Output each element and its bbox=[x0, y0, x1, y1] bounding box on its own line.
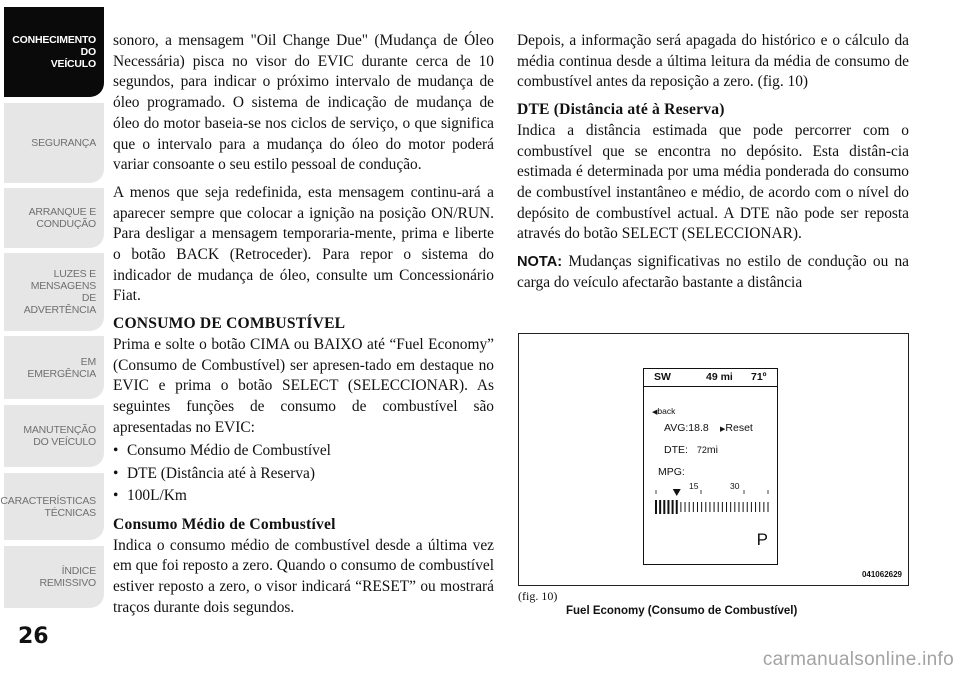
mpg-label: MPG: bbox=[658, 466, 685, 478]
tab-label-line: DO bbox=[80, 46, 96, 58]
dte-label: DTE: bbox=[664, 444, 688, 456]
tab-label-line: LUZES E bbox=[53, 268, 96, 280]
tab-label-line: MENSAGENS bbox=[30, 280, 96, 292]
note-text: Mudanças significativas no estilo de condução ou na carga do veículo afectarão bastante a distância bbox=[517, 253, 909, 291]
tab-luzes-e-mensagens[interactable] bbox=[4, 253, 104, 331]
note-label: NOTA: bbox=[517, 254, 563, 271]
tab-caracteristicas-tecnicas[interactable] bbox=[0, 473, 104, 540]
range-readout: 49 mi bbox=[706, 371, 733, 383]
paragraph: Indica o consumo médio de combustível desde a última vez em que foi reposto a zero. Quando o consumo de combustível estiver reposto a zero, o visor indicará “RESET” ou mostrará traços durante dois segundos. bbox=[113, 536, 494, 616]
tab-label-line: ADVERTÊNCIA bbox=[23, 304, 96, 316]
average-readout: AVG:18.8 bbox=[664, 422, 709, 434]
back-label: back bbox=[657, 406, 676, 416]
reset-arrow-icon: ▶ bbox=[720, 426, 726, 433]
tab-em-emergencia[interactable] bbox=[4, 336, 104, 399]
tab-label-line: TÉCNICAS bbox=[44, 506, 96, 519]
paragraph: Prima e solte o botão CIMA ou BAIXO até “Fuel Economy” (Consumo de Combustível) ser apresen-tado em destaque no EVIC e prima o botão SELECT (SELECCIONAR). As seguintes funções de consumo de combustível são apresentadas no EVIC: bbox=[113, 335, 494, 436]
tab-label-line: DE bbox=[81, 292, 96, 304]
figure-caption: Fuel Economy (Consumo de Combustível) bbox=[566, 605, 798, 617]
tab-label-line: VEÍCULO bbox=[50, 58, 96, 70]
gear-indicator: P bbox=[756, 530, 768, 549]
note-paragraph bbox=[517, 252, 909, 293]
tab-label-line: MANUTENÇÃO bbox=[23, 424, 96, 436]
paragraph: Indica a distância estimada que pode percorrer com o combustível que se encontra no depósito. Esta distân-cia estimada é determinada por uma média ponderada do consumo de combustível instantâneo e médio, de acordo com o nível do depósito de combustível actual. A DTE não pode ser reposta através do botão SELECT (SELECCIONAR). bbox=[517, 121, 909, 243]
watermark: carmanualsonline.info bbox=[762, 649, 954, 670]
paragraph: A menos que seja redefinida, esta mensagem continu-ará a aparecer sempre que colocar a ignição na posição ON/RUN. Para desligar a mensagem temporaria-mente, prima e liberte o botão BACK (Retroceder). Para repor o sistema do indicador de mudança de óleo, consulte um Concessionário Fiat. bbox=[113, 183, 494, 305]
tab-label-line: SEGURANÇA bbox=[31, 137, 96, 149]
section-heading: CONSUMO DE COMBUSTÍVEL bbox=[113, 315, 346, 333]
paragraph: sonoro, a mensagem "Oil Change Due" (Mudança de Óleo Necessária) pisca no visor do EVIC durante cerca de 10 segundos, para indicar o próximo intervalo de mudança de óleo programado. O sistema de indicação de mudança de óleo do motor baseia-se nos ciclos de serviço, o que significa que o intervalo para a mudança do óleo do motor poderá variar consoante o seu estilo pessoal de condução. bbox=[113, 32, 494, 174]
right-column bbox=[517, 31, 909, 300]
tab-label-line: DO VEÍCULO bbox=[33, 436, 96, 448]
dte-unit: mi bbox=[706, 444, 718, 456]
figure-fuel-economy bbox=[518, 333, 909, 586]
tab-label-line: EMERGÊNCIA bbox=[27, 367, 96, 380]
dte-readout bbox=[664, 444, 718, 456]
chapter-tabs bbox=[0, 0, 107, 678]
tab-seguranca[interactable] bbox=[4, 103, 104, 183]
back-arrow-icon: ◀ bbox=[652, 409, 658, 416]
tab-label-line: REMISSIVO bbox=[39, 577, 96, 589]
tab-label-line: CONDUÇÃO bbox=[36, 218, 96, 230]
evic-display bbox=[643, 368, 778, 565]
pointer-marker-icon bbox=[673, 489, 681, 496]
figure-image-id: 041062629 bbox=[861, 570, 902, 579]
reset-label: Reset bbox=[725, 422, 753, 434]
back-option bbox=[652, 406, 675, 416]
tab-manutencao-do-veiculo[interactable] bbox=[4, 405, 104, 467]
scale-label-30: 30 bbox=[730, 481, 740, 491]
left-column bbox=[113, 31, 494, 625]
tab-label-line: EM bbox=[80, 355, 96, 368]
reset-option bbox=[720, 422, 753, 434]
tab-conhecimento-do-veiculo[interactable] bbox=[4, 7, 104, 97]
tab-indice-remissivo[interactable] bbox=[4, 546, 104, 608]
list-item: • 100L/Km bbox=[113, 485, 494, 508]
tab-label-line: CARACTERÍSTICAS bbox=[0, 494, 96, 507]
instant-mpg-bar bbox=[644, 487, 775, 527]
tab-label-line: ÍNDICE bbox=[61, 565, 96, 577]
tab-arranque-e-conducao[interactable] bbox=[4, 188, 104, 248]
subsection-heading: Consumo Médio de Combustível bbox=[113, 515, 336, 533]
subsection-heading: DTE (Distância até à Reserva) bbox=[517, 101, 725, 119]
list-item: • DTE (Distância até à Reserva) bbox=[113, 463, 494, 486]
figure-label: (fig. 10) bbox=[518, 589, 558, 603]
outside-temperature: 71º bbox=[751, 371, 767, 383]
tab-label-line: ARRANQUE E bbox=[28, 206, 96, 218]
paragraph: Depois, a informação será apagada do histórico e o cálculo da média continua desde a última leitura da média de consumo de combustível antes da reposição a zero. (fig. 10) bbox=[517, 32, 909, 91]
page-number: 26 bbox=[18, 624, 49, 649]
dte-value: 72 bbox=[696, 445, 707, 455]
list-item: • Consumo Médio de Combustível bbox=[113, 440, 494, 463]
display-status-bar bbox=[644, 369, 777, 387]
tab-label-line: CONHECIMENTO bbox=[12, 34, 96, 46]
compass-heading: SW bbox=[654, 371, 671, 383]
bullet-list bbox=[113, 440, 494, 508]
scale-label-15: 15 bbox=[689, 481, 699, 491]
